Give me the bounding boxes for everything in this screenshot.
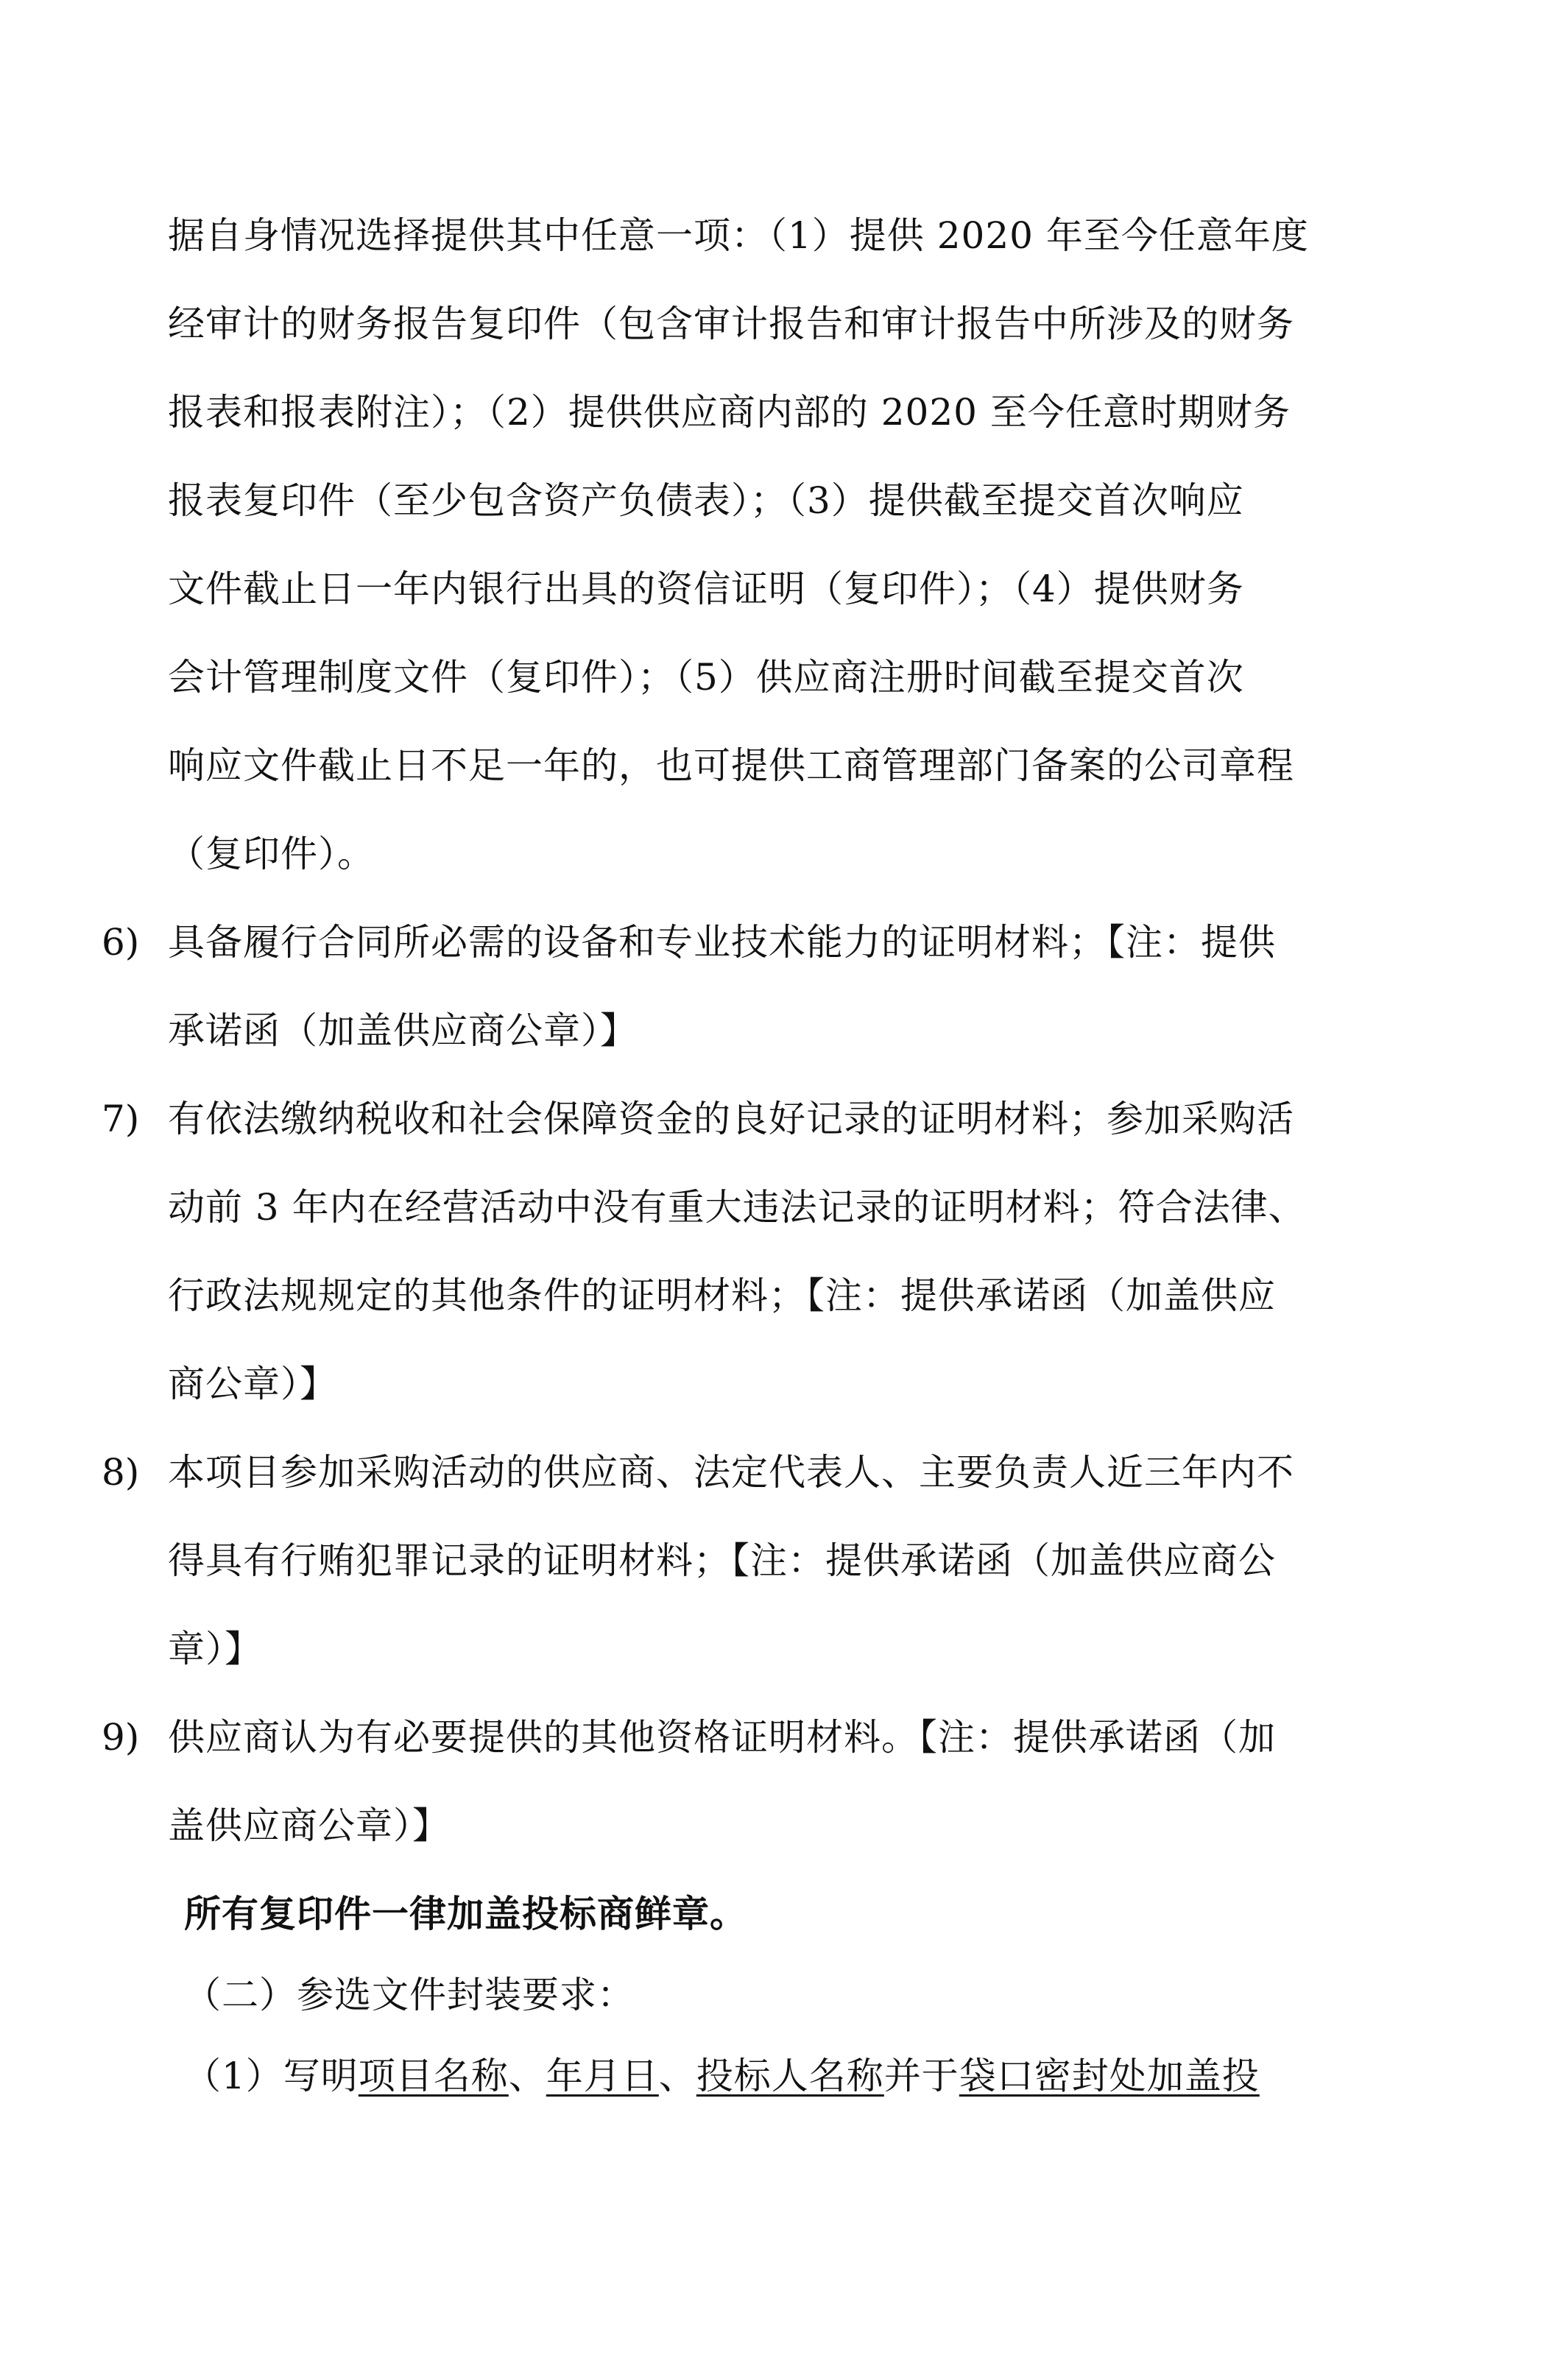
item-9-line: 供应商认为有必要提供的其他资格证明材料。【注：提供承诺函（加 xyxy=(168,1716,1276,1759)
paragraph-line: 经审计的财务报告复印件（包含审计报告和审计报告中所涉及的财务 xyxy=(168,303,1294,345)
item-8-line: 章）】 xyxy=(168,1628,262,1670)
section-heading: （二）参选文件封装要求： xyxy=(184,1974,635,2016)
paragraph-line: 会计管理制度文件（复印件）；（5）供应商注册时间截至提交首次 xyxy=(168,656,1244,699)
paragraph-line: 文件截止日一年内银行出具的资信证明（复印件）；（4）提供财务 xyxy=(168,568,1244,610)
paragraph-line: 报表和报表附注）；（2）提供供应商内部的 2020 至今任意时期财务 xyxy=(168,391,1291,434)
item-7-line: 动前 3 年内在经营活动中没有重大违法记录的证明材料；符合法律、 xyxy=(168,1186,1306,1229)
item-6-line: 具备履行合同所必需的设备和专业技术能力的证明材料；【注：提供 xyxy=(168,921,1276,964)
paragraph-line: 报表复印件（至少包含资产负债表）；（3）提供截至提交首次响应 xyxy=(168,479,1244,522)
item-9-line: 盖供应商公章）】 xyxy=(168,1804,450,1847)
underlined-date: 年月日 xyxy=(546,2055,659,2097)
separator: 、 xyxy=(508,2055,546,2097)
item-7-line: 行政法规规定的其他条件的证明材料；【注：提供承诺函（加盖供应 xyxy=(168,1274,1276,1317)
underlined-project-name: 项目名称 xyxy=(358,2055,509,2097)
item-7-line: 有依法缴纳税收和社会保障资金的良好记录的证明材料；参加采购活 xyxy=(168,1098,1294,1140)
item-8-line: 得具有行贿犯罪记录的证明材料；【注：提供承诺函（加盖供应商公 xyxy=(168,1539,1276,1582)
item-number-9: 9) xyxy=(102,1716,140,1759)
underlined-seal-instruction: 袋口密封处加盖投 xyxy=(959,2055,1260,2097)
paragraph-line: （复印件）。 xyxy=(168,833,375,875)
item-number-8: 8) xyxy=(102,1451,140,1494)
item-8-line: 本项目参加采购活动的供应商、法定代表人、主要负责人近三年内不 xyxy=(168,1451,1294,1494)
paragraph-line: 响应文件截止日不足一年的，也可提供工商管理部门备案的公司章程 xyxy=(168,744,1294,787)
section-2-line xyxy=(184,2054,1377,2098)
underlined-bidder-name: 投标人名称 xyxy=(696,2055,884,2097)
item-7-line: 商公章）】 xyxy=(168,1363,337,1405)
bold-note: 所有复印件一律加盖投标商鲜章。 xyxy=(184,1893,747,1935)
text-middle: 并于 xyxy=(883,2055,959,2097)
paragraph-line: 据自身情况选择提供其中任意一项：（1）提供 2020 年至今任意年度 xyxy=(168,214,1309,257)
item-number-6: 6) xyxy=(102,921,140,964)
item-6-line: 承诺函（加盖供应商公章）】 xyxy=(168,1009,638,1052)
text-prefix: （1）写明 xyxy=(184,2055,359,2097)
separator: 、 xyxy=(658,2055,696,2097)
item-number-7: 7) xyxy=(102,1098,140,1140)
